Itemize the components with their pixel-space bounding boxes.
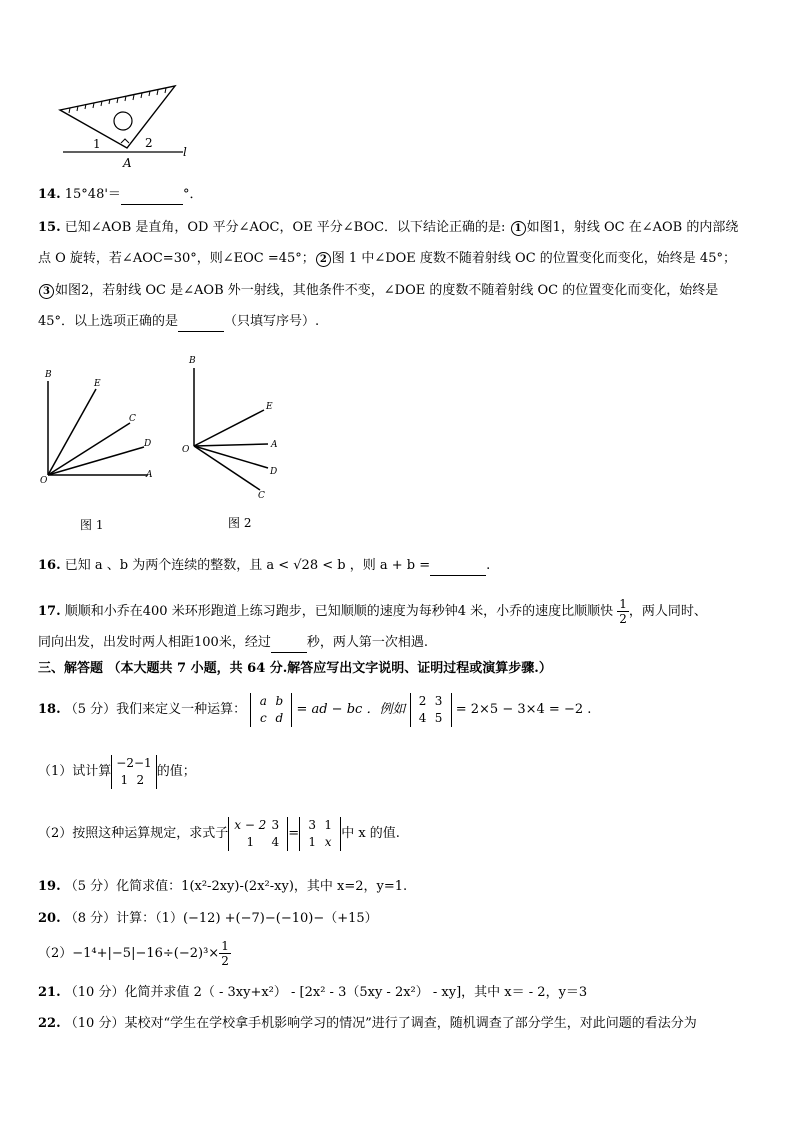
- fig1-label-o: O: [40, 476, 48, 485]
- det-entry: 1: [308, 834, 316, 849]
- numerator: 1: [619, 597, 627, 611]
- det-entry: −1: [133, 755, 152, 770]
- question-15-line-4: [38, 313, 319, 332]
- question-text: 已知∠AOB 是直角，OD 平分∠AOC，OE 平分∠BOC．以下结论正确的是:: [64, 220, 510, 235]
- question-text: （2）−1⁴+|−5|−16÷(−2)³×: [38, 946, 220, 961]
- question-18-part-1: [38, 750, 196, 794]
- det-entry: 2: [136, 772, 145, 787]
- question-text: （10 分）某校对“学生在学校拿手机影响学习的情况”进行了调查，随机调查了部分学生，对此问题的看法分为: [64, 1016, 697, 1031]
- question-text: 15°48'＝: [64, 187, 121, 202]
- question-number: 20.: [38, 911, 61, 926]
- det-entry: −2: [116, 755, 134, 770]
- determinant-part-2-right: [299, 817, 341, 851]
- det-entry: 1: [324, 817, 332, 832]
- question-18: [38, 690, 591, 730]
- definition-rhs: = ad − bc ．例如: [296, 702, 406, 717]
- question-17-line-1: [38, 597, 707, 626]
- question-text: （只填写序号）.: [224, 314, 320, 329]
- question-text: 点 O 旋转，若∠AOC=30°，则∠EOC =45°；: [38, 251, 315, 266]
- det-entry: x − 2: [234, 817, 267, 832]
- determinant-part-2-left: [228, 817, 288, 851]
- question-text: 如图1，射线 OC 在∠AOB 的内部绕: [526, 220, 739, 235]
- fig1-label-d: D: [144, 439, 152, 449]
- fig2-label-b: B: [189, 356, 196, 366]
- det-entry: x: [324, 834, 332, 849]
- figure-2-caption: 图 2: [228, 516, 252, 530]
- det-entry: b: [275, 693, 284, 708]
- question-number: 19.: [38, 879, 61, 894]
- question-15-line-3: [38, 282, 718, 300]
- question-text: （5 分）我们来定义一种运算：: [64, 702, 247, 717]
- fig2-label-a: A: [271, 440, 278, 450]
- question-15-line-1: [38, 219, 738, 237]
- fig2-label-c: C: [258, 491, 265, 501]
- figure-1-caption: 图 1: [80, 518, 104, 532]
- question-text: 同向出发，出发时两人相距100米，经过: [38, 635, 271, 650]
- answer-blank: [430, 557, 486, 576]
- question-number: 17.: [38, 604, 61, 619]
- det-entry: c: [259, 710, 267, 725]
- set-square-figure: [55, 80, 205, 172]
- question-text: 已知 a 、b 为两个连续的整数，且 a < √28 < b ，则 a + b =: [64, 558, 431, 573]
- question-17-line-2: [38, 634, 428, 653]
- det-entry: 1: [120, 772, 129, 787]
- question-number: 18.: [38, 702, 61, 717]
- question-text: 45°．以上选项正确的是: [38, 314, 179, 329]
- det-entry: 4: [271, 834, 280, 849]
- fig1-label-e: E: [94, 379, 101, 389]
- question-20-line-1: [38, 910, 378, 928]
- question-text: （8 分）计算：（1）(−12) +(−7)−(−10)−（+15）: [64, 911, 378, 926]
- det-entry: d: [275, 710, 284, 725]
- fig1-label-a: A: [146, 470, 153, 480]
- question-number: 16.: [38, 558, 61, 573]
- circled-number-3: 3: [39, 284, 54, 299]
- figure-2: [178, 352, 288, 502]
- numerator: 1: [221, 939, 229, 953]
- line-l-label: l: [183, 145, 187, 159]
- det-entry: 3: [308, 817, 316, 832]
- circled-number-1: 1: [511, 221, 526, 236]
- denominator: 2: [221, 954, 229, 968]
- question-text: ，两人同时、: [628, 604, 707, 619]
- question-number: 21.: [38, 985, 61, 1000]
- question-text-end: .: [486, 558, 491, 573]
- determinant-example: [410, 693, 452, 727]
- question-text: 图 1 中∠DOE 度数不随着射线 OC 的位置变化而变化，始终是 45°；: [331, 251, 736, 266]
- figure-1: [36, 365, 166, 485]
- part-text: 中 x 的值.: [341, 826, 400, 841]
- det-entry: a: [259, 693, 267, 708]
- part-text: （1）试计算: [38, 764, 112, 779]
- question-text: 顺顺和小乔在400 米环形跑道上练习跑步，已知顺顺的速度为每秒钟4 米，小乔的速度比顺顺快: [64, 604, 614, 619]
- det-entry: 1: [246, 834, 255, 849]
- det-entry: 5: [434, 710, 443, 725]
- determinant-definition: [250, 693, 292, 727]
- question-21: [38, 984, 587, 1002]
- fig2-label-o: O: [182, 445, 190, 455]
- fig2-label-d: D: [270, 467, 278, 477]
- ruler-hole: [114, 112, 132, 130]
- question-16: [38, 557, 490, 576]
- question-text: （5 分）化简求值：1(x²-2xy)-(2x²-xy)，其中 x=2，y=1.: [64, 879, 408, 894]
- det-entry: 3: [434, 693, 443, 708]
- question-number: 14.: [38, 187, 61, 202]
- question-18-part-2: [38, 812, 400, 856]
- fig1-label-c: C: [129, 414, 136, 424]
- fraction-one-half: [219, 939, 231, 968]
- section-3-heading: 三、解答题 （本大题共 7 小题，共 64 分.解答应写出文字说明、证明过程或演算步骤.）: [38, 661, 552, 676]
- question-text: 秒，两人第一次相遇.: [306, 635, 428, 650]
- answer-blank: [271, 634, 307, 653]
- question-19: [38, 878, 407, 896]
- part-text: （2）按照这种运算规定，求式子: [38, 826, 229, 841]
- circled-number-2: 2: [316, 252, 331, 267]
- det-entry: 2: [418, 693, 427, 708]
- equals-sign: =: [288, 826, 300, 841]
- question-number: 15.: [38, 220, 61, 235]
- question-text-end: °．: [182, 187, 203, 202]
- example-rhs: = 2×5 − 3×4 = −2 .: [455, 702, 592, 717]
- question-text: （10 分）化简并求值 2（ - 3xy+x²） - [2x² - 3（5xy - 2x²） - xy]，其中 x＝ - 2，y＝3: [64, 985, 588, 1000]
- det-entry: 4: [418, 710, 427, 725]
- answer-blank: [121, 186, 183, 205]
- question-14: [38, 186, 202, 205]
- angle-1-label: 1: [93, 137, 101, 151]
- question-20-line-2: [38, 938, 231, 970]
- denominator: 2: [619, 612, 627, 626]
- question-15-line-2: [38, 250, 736, 268]
- question-number: 22.: [38, 1016, 61, 1031]
- fig2-label-e: E: [266, 402, 273, 412]
- ruler-ticks: [69, 88, 166, 113]
- question-22: [38, 1015, 697, 1033]
- question-text: 如图2，若射线 OC 是∠AOB 外一射线，其他条件不变，∠DOE 的度数不随着射线 OC 的位置变化而变化，始终是: [55, 283, 719, 298]
- triangle-outline: [60, 86, 175, 148]
- fraction-one-half: [617, 597, 629, 626]
- part-text: 的值；: [156, 764, 196, 779]
- det-entry: 3: [271, 817, 280, 832]
- determinant-part-1: [111, 755, 156, 789]
- angle-2-label: 2: [145, 136, 153, 150]
- answer-blank: [178, 313, 224, 332]
- point-a-label: A: [123, 156, 132, 170]
- fig1-label-b: B: [45, 370, 52, 380]
